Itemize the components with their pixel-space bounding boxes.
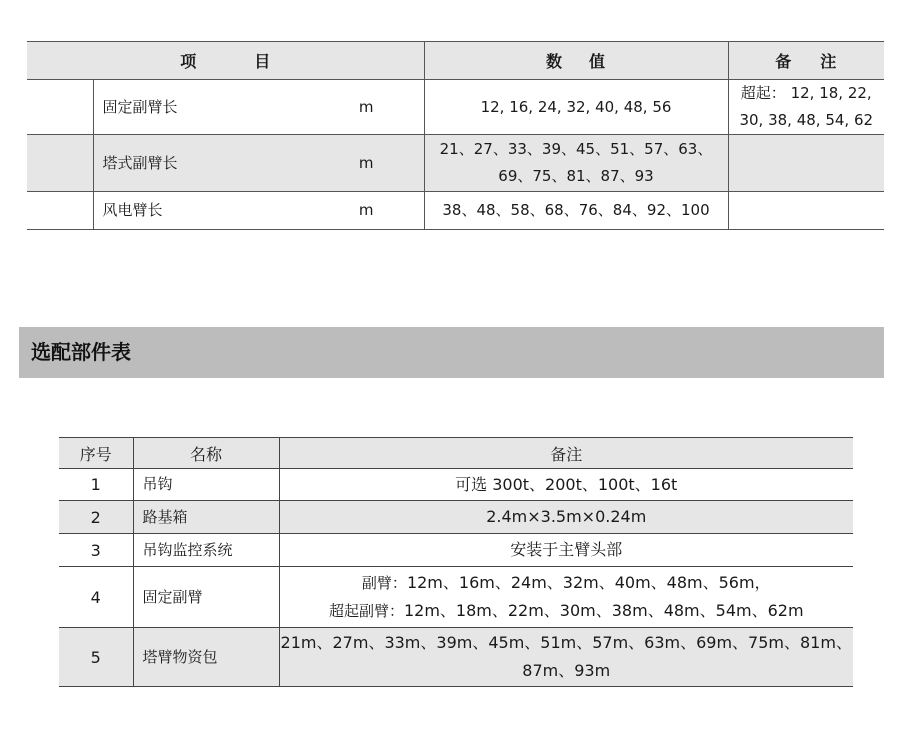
parts-table [59, 437, 853, 687]
parts-no: 2 [59, 501, 133, 534]
spec-name: 塔式副臂长 [102, 153, 178, 172]
spec-value-cell [424, 135, 728, 192]
parts-no: 5 [59, 628, 133, 687]
spec-name: 风电臂长 [102, 201, 163, 219]
spec-blank-cell [27, 135, 93, 192]
parts-remark-line: 安装于主臂头部 [510, 540, 623, 559]
parts-row [59, 567, 853, 628]
parts-name: 塔臂物资包 [133, 628, 279, 687]
parts-row [59, 469, 853, 501]
parts-remark [279, 628, 853, 687]
parts-remark-line: 21m、27m、33m、39m、45m、51m、57m、63m、69m、75m、81m、 [280, 633, 852, 652]
parts-remark-line: 副臂：12m、16m、24m、32m、40m、48m、56m， [361, 573, 771, 592]
spec-note-label: 超起： [740, 84, 786, 102]
section-header [19, 327, 884, 378]
parts-remark-line: 2.4m×3.5m×0.24m [486, 507, 647, 526]
parts-header-remark: 备注 [279, 438, 853, 469]
spec-header-note: 备 注 [728, 42, 884, 80]
spec-row [27, 135, 884, 192]
spec-row [27, 80, 884, 135]
parts-remark-line: 可选 300t、200t、100t、16t [455, 474, 678, 494]
spec-note-cell [728, 135, 884, 192]
section-title: 选配部件表 [31, 340, 131, 364]
spec-note-line2: 30, 38, 48, 54, 62 [739, 111, 874, 129]
spec-note-cell [728, 192, 884, 230]
parts-header-name: 名称 [133, 438, 279, 469]
parts-name: 固定副臂 [133, 567, 279, 628]
parts-header-row [59, 438, 853, 469]
spec-name-cell [93, 192, 424, 230]
spec-row [27, 192, 884, 230]
spec-unit: m [358, 153, 374, 172]
parts-remark [279, 567, 853, 628]
spec-name: 固定副臂长 [102, 97, 178, 116]
spec-header-item: 项 目 [27, 42, 424, 80]
parts-no: 4 [59, 567, 133, 628]
spec-unit: m [358, 201, 374, 219]
spec-value-line: 21、27、33、39、45、51、57、63、 [439, 140, 713, 158]
spec-blank-cell [27, 192, 93, 230]
parts-remark [279, 534, 853, 567]
parts-remark-line: 超起副臂：12m、18m、22m、30m、38m、48m、54m、62m [328, 601, 804, 620]
spec-value-cell [424, 80, 728, 135]
parts-no: 1 [59, 469, 133, 501]
spec-table [27, 41, 884, 230]
parts-remark [279, 469, 853, 501]
parts-name: 吊钩监控系统 [133, 534, 279, 567]
spec-unit: m [358, 97, 374, 116]
spec-value-cell [424, 192, 728, 230]
spec-blank-cell [27, 80, 93, 135]
spec-value-line: 38、48、58、68、76、84、92、100 [442, 201, 710, 219]
spec-note-line [729, 80, 885, 107]
parts-remark-line: 87m、93m [522, 661, 611, 680]
spec-name-cell [93, 80, 424, 135]
parts-header-no: 序号 [59, 438, 133, 469]
parts-row [59, 628, 853, 687]
spec-note-line1: 12, 18, 22, [785, 84, 872, 102]
spec-header-value: 数 值 [424, 42, 728, 80]
spec-name-cell [93, 135, 424, 192]
spec-value-line: 12, 16, 24, 32, 40, 48, 56 [480, 97, 672, 116]
parts-no: 3 [59, 534, 133, 567]
spec-value-line: 69、75、81、87、93 [498, 167, 654, 185]
parts-row [59, 534, 853, 567]
parts-name: 路基箱 [133, 501, 279, 534]
spec-note-cell [728, 80, 884, 135]
parts-remark [279, 501, 853, 534]
parts-row [59, 501, 853, 534]
spec-header-row [27, 42, 884, 80]
parts-name: 吊钩 [133, 469, 279, 501]
